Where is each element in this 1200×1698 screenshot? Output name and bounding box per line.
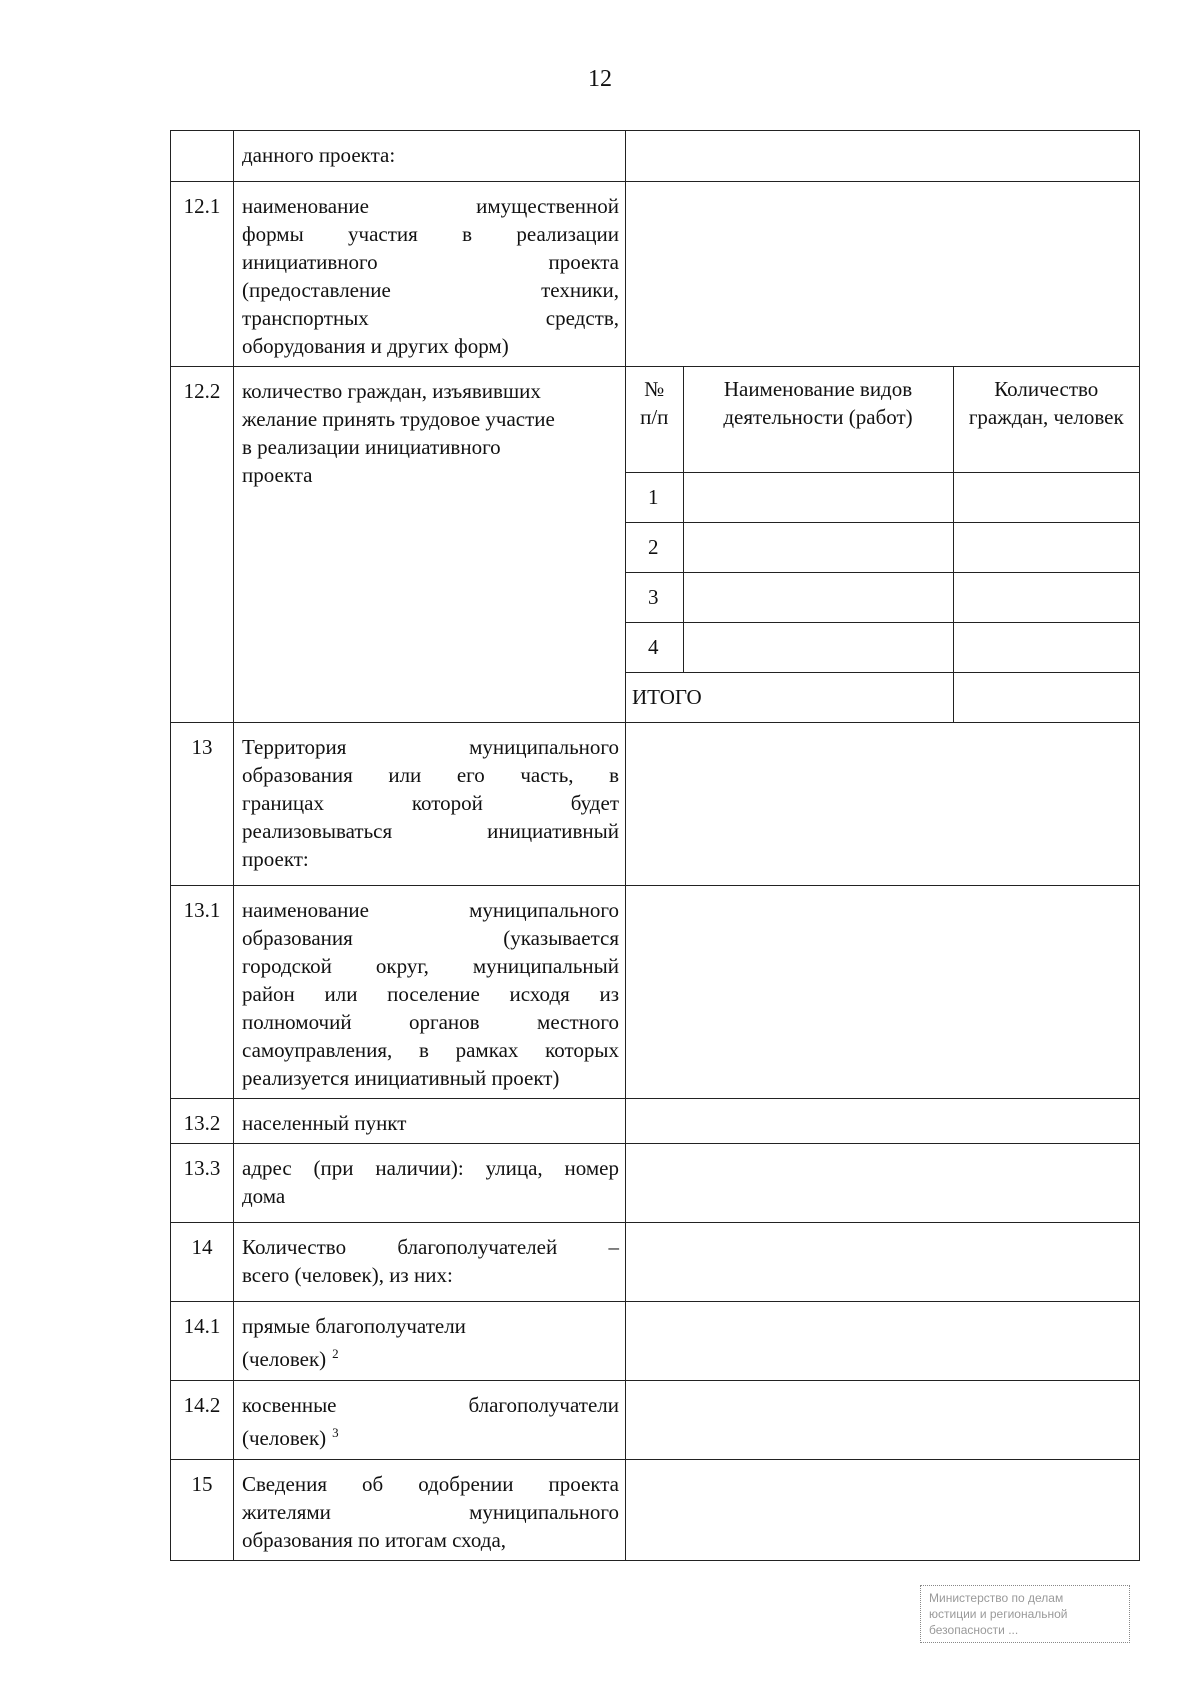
label-line (242, 1340, 619, 1373)
label-line: данного проекта: (242, 143, 396, 167)
footnote-marker: 2 (332, 1346, 339, 1361)
subtable-row-number: 4 (626, 622, 683, 672)
row-number: 14.2 (171, 1381, 234, 1460)
row-label (234, 1223, 626, 1302)
row-value-cell (626, 1144, 1140, 1223)
subtable-cell (953, 572, 1139, 622)
label-line: полномочий органов местного (242, 1010, 619, 1034)
registration-stamp (920, 1585, 1130, 1643)
label-line: всего (человек), из них: (242, 1263, 453, 1287)
label-line: проект: (242, 847, 309, 871)
label-line: дома (242, 1184, 286, 1208)
row-label (234, 1099, 626, 1144)
table-row (171, 1381, 1140, 1460)
label-line: количество граждан, изъявивших (242, 379, 541, 403)
label-unit: (человек) (242, 1426, 327, 1450)
label-line: адрес (при наличии): улица, номер (242, 1156, 619, 1180)
subtable-header-activity: Наименование видов деятельности (работ) (683, 367, 953, 472)
row-number: 12.1 (171, 182, 234, 367)
row-label (234, 723, 626, 886)
row-label (234, 367, 626, 723)
label-line: транспортных средств, (242, 306, 619, 330)
subtable-total-row (626, 672, 1139, 722)
label-line: населенный пункт (242, 1111, 407, 1135)
subtable-row (626, 472, 1139, 522)
labor-participation-subtable-cell (626, 367, 1140, 723)
row-number: 13 (171, 723, 234, 886)
label-line: в реализации инициативного (242, 435, 501, 459)
label-line: Сведения об одобрении проекта (242, 1472, 619, 1496)
label-line: реализовываться инициативный (242, 819, 619, 843)
subtable-header-count: Количество граждан, человек (953, 367, 1139, 472)
labor-participation-subtable (626, 367, 1139, 722)
subtable-cell (953, 622, 1139, 672)
row-label (234, 1302, 626, 1381)
row-value-cell (626, 1381, 1140, 1460)
label-line: оборудования и других форм) (242, 334, 509, 358)
row-label (234, 182, 626, 367)
label-line (242, 1419, 619, 1452)
table-row (171, 131, 1140, 182)
row-value-cell (626, 1223, 1140, 1302)
label-line: образования или его часть, в (242, 763, 619, 787)
subtable-cell (683, 622, 953, 672)
label-unit: (человек) (242, 1347, 327, 1371)
label-line: образования (указывается (242, 926, 619, 950)
subtable-row-number: 2 (626, 522, 683, 572)
row-number (171, 131, 234, 182)
application-form-table (170, 130, 1140, 1561)
label-line: косвенные благополучатели (242, 1393, 619, 1417)
label-line: формы участия в реализации (242, 222, 619, 246)
row-number: 14 (171, 1223, 234, 1302)
table-row (171, 1460, 1140, 1561)
row-number: 13.3 (171, 1144, 234, 1223)
label-line: наименование имущественной (242, 194, 619, 218)
subtable-row-number: 3 (626, 572, 683, 622)
label-line: (предоставление техники, (242, 278, 619, 302)
label-line: городской округ, муниципальный (242, 954, 619, 978)
row-label (234, 1460, 626, 1561)
row-value-cell (626, 182, 1140, 367)
stamp-line: юстиции и региональной (929, 1607, 1068, 1621)
subtable-header-num: № п/п (626, 367, 683, 472)
row-number: 12.2 (171, 367, 234, 723)
subtable-row (626, 622, 1139, 672)
row-value-cell (626, 1460, 1140, 1561)
footnote-marker: 3 (332, 1425, 339, 1440)
row-label (234, 886, 626, 1099)
table-row (171, 1144, 1140, 1223)
label-line: Количество благополучателей – (242, 1235, 619, 1259)
label-line: проекта (242, 463, 313, 487)
subtable-cell (683, 472, 953, 522)
subtable-row-number: 1 (626, 472, 683, 522)
label-line: желание принять трудовое участие (242, 407, 555, 431)
label-line: наименование муниципального (242, 898, 619, 922)
row-number: 14.1 (171, 1302, 234, 1381)
label-line: самоуправления, в рамках которых (242, 1038, 619, 1062)
subtable-cell (683, 572, 953, 622)
label-line: реализуется инициативный проект) (242, 1066, 560, 1090)
row-value-cell (626, 723, 1140, 886)
row-value-cell (626, 1302, 1140, 1381)
subtable-cell (953, 522, 1139, 572)
table-row (171, 723, 1140, 886)
row-number: 13.2 (171, 1099, 234, 1144)
table-row (171, 182, 1140, 367)
subtable-total-value (953, 672, 1139, 722)
row-number: 15 (171, 1460, 234, 1561)
row-value-cell (626, 886, 1140, 1099)
label-line: жителями муниципального (242, 1500, 619, 1524)
label-line: границах которой будет (242, 791, 619, 815)
stamp-line: Министерство по делам (929, 1591, 1064, 1605)
table-row (171, 367, 1140, 723)
table-row (171, 1223, 1140, 1302)
row-label (234, 131, 626, 182)
table-row (171, 886, 1140, 1099)
subtable-header-row (626, 367, 1139, 472)
row-value-cell (626, 131, 1140, 182)
row-value-cell (626, 1099, 1140, 1144)
label-line: район или поселение исходя из (242, 982, 619, 1006)
row-label (234, 1144, 626, 1223)
label-line: образования по итогам схода, (242, 1528, 507, 1552)
table-row (171, 1099, 1140, 1144)
row-number: 13.1 (171, 886, 234, 1099)
label-line: прямые благополучатели (242, 1314, 466, 1338)
subtable-cell (953, 472, 1139, 522)
label-line: инициативного проекта (242, 250, 619, 274)
row-label (234, 1381, 626, 1460)
page-number: 12 (588, 66, 612, 92)
stamp-line: безопасности ... (929, 1623, 1019, 1637)
table-row (171, 1302, 1140, 1381)
label-line: Территория муниципального (242, 735, 619, 759)
subtable-row (626, 572, 1139, 622)
subtable-cell (683, 522, 953, 572)
subtable-row (626, 522, 1139, 572)
subtable-total-label: ИТОГО (626, 672, 953, 722)
